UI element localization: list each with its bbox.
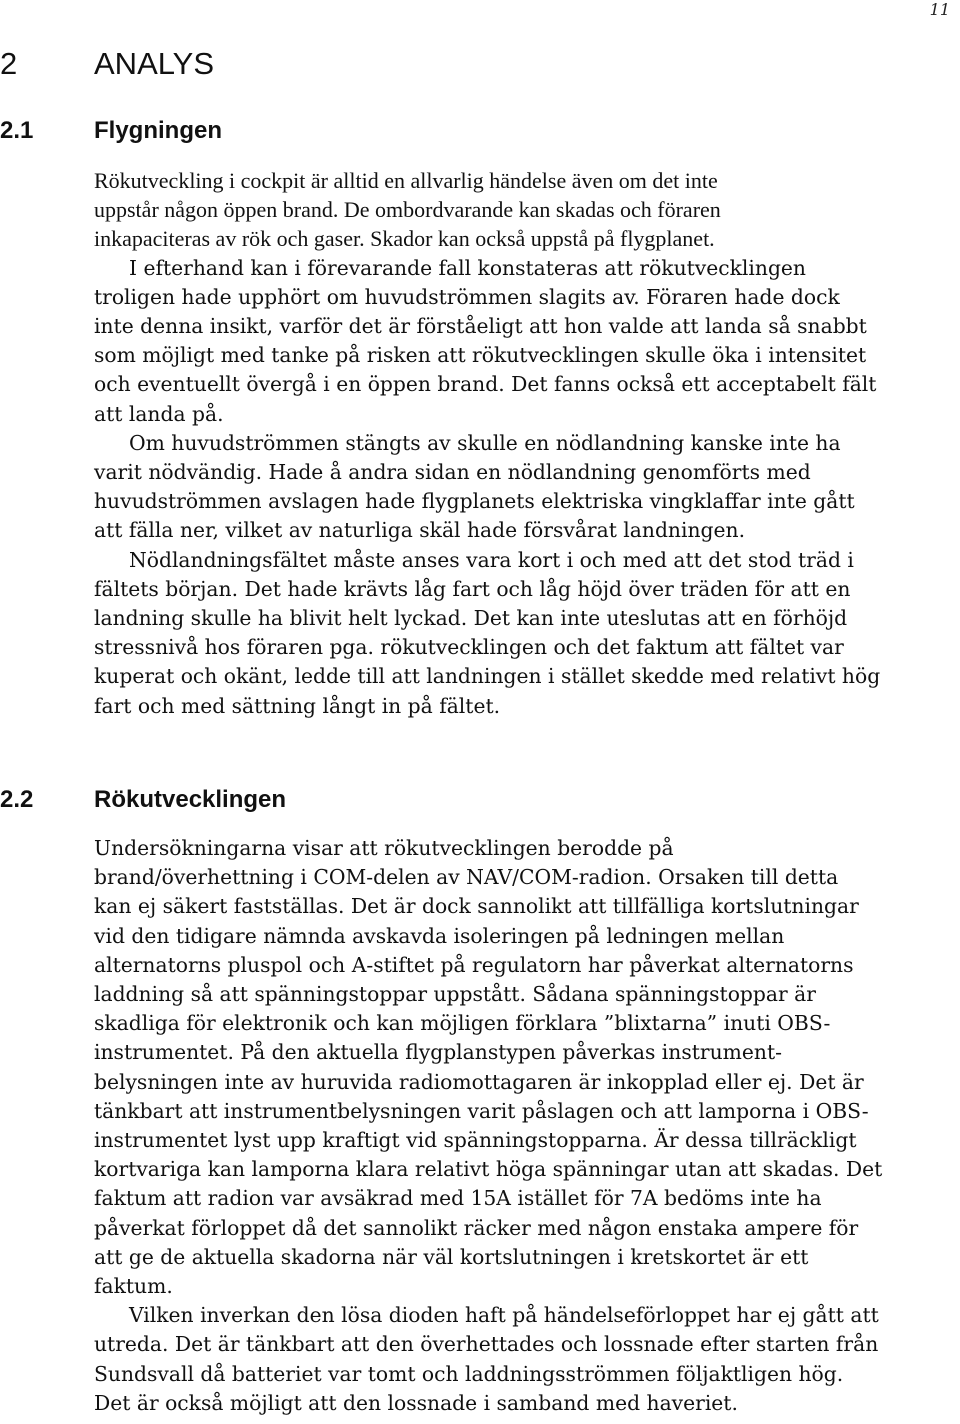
paragraph <box>94 429 958 546</box>
section-body-2-1 <box>94 166 958 721</box>
text-line: inkapaciteras av rök och gaser. Skador kan också uppstå på flygplanet. <box>94 226 715 252</box>
text-line: att landa på. <box>94 401 224 426</box>
text-line: utreda. Det är tänkbart att den överhettades och lossnade efter starten från <box>94 1332 879 1357</box>
section-number: 2.2 <box>0 786 34 813</box>
section-body-2-2 <box>94 834 958 1418</box>
text-line: alternatorns pluspol och A-stiftet på regulatorn har påverkat alternatorns <box>94 952 854 977</box>
section-heading-2-1 <box>0 116 222 146</box>
text-line: inte denna insikt, varför det är förståeligt att hon valde att landa så snabbt <box>94 314 867 339</box>
text-line: faktum att radion var avsäkrad med 15A istället för 7A bedöms inte ha <box>94 1186 822 1211</box>
text-line: kan ej säkert fastställas. Det är dock sannolikt att tillfälliga kortslutningar <box>94 894 859 919</box>
text-line: Om huvudströmmen stängts av skulle en nödlandning kanske inte ha <box>129 430 841 455</box>
text-line: belysningen inte av huruvida radiomottagaren är inkopplad eller ej. Det är <box>94 1069 864 1094</box>
text-line: som möjligt med tanke på risken att rökutvecklingen skulle öka i intensitet <box>94 343 867 368</box>
text-line: laddning så att spänningstoppar uppstått. Sådana spänningstoppar är <box>94 982 816 1007</box>
paragraph <box>94 166 958 254</box>
text-line: Undersökningarna visar att rökutvecklingen berodde på <box>94 836 674 860</box>
text-line: huvudströmmen avslagen hade flygplanets elektriska vingklaffar inte gått <box>94 489 855 514</box>
text-line: Nödlandningsfältet måste anses vara kort i och med att det stod träd i <box>129 547 854 572</box>
chapter-heading <box>0 42 214 86</box>
text-line: troligen hade upphört om huvudströmmen slagits av. Föraren hade dock <box>94 284 840 309</box>
section-title: Flygningen <box>94 117 222 144</box>
text-line: brand/överhettning i COM-delen av NAV/COM-radion. Orsaken till detta <box>94 865 839 890</box>
text-line: att fälla ner, vilket av naturliga skäl hade försvårat landningen. <box>94 518 746 543</box>
text-line: vid den tidigare nämnda avskavda isoleringen på ledningen mellan <box>94 923 785 948</box>
text-line: I efterhand kan i förevarande fall konstateras att rökutvecklingen <box>129 255 806 280</box>
chapter-number: 2 <box>0 46 18 81</box>
text-line: kortvariga kan lamporna klara relativt höga spänningar utan att skadas. Det <box>94 1157 883 1182</box>
text-line: Sundsvall då batteriet var tomt och laddningsströmmen följaktligen hög. <box>94 1361 844 1386</box>
text-line: instrumentet lyst upp kraftigt vid spänningstopparna. Är dessa tillräckligt <box>94 1128 857 1153</box>
text-line: stressnivå hos föraren pga. rökutvecklingen och det faktum att fältet var <box>94 635 844 660</box>
text-line: kuperat och okänt, ledde till att landningen i stället skedde med relativt hög <box>94 664 881 689</box>
page-number: 11 <box>929 0 950 19</box>
paragraph <box>94 834 958 1301</box>
text-line: landning skulle ha blivit helt lyckad. Det kan inte uteslutas att en förhöjd <box>94 606 848 631</box>
text-line: att ge de aktuella skadorna när väl kortslutningen i kretskortet är ett <box>94 1244 809 1269</box>
chapter-title: ANALYS <box>94 46 215 81</box>
text-line: Det är också möjligt att den lossnade i samband med haveriet. <box>94 1390 738 1415</box>
text-line: varit nödvändig. Hade å andra sidan en nödlandning genomförts med <box>94 460 811 485</box>
paragraph <box>94 254 958 429</box>
text-line: påverkat förloppet då det sannolikt räcker med någon enstaka ampere för <box>94 1215 859 1240</box>
text-line: skadliga för elektronik och kan möjligen förklara ”blixtarna” inuti OBS- <box>94 1011 831 1036</box>
text-line: uppstår någon öppen brand. De ombordvarande kan skadas och föraren <box>94 197 721 223</box>
text-line: Rökutveckling i cockpit är alltid en allvarlig händelse även om det inte <box>94 168 718 193</box>
section-title: Rökutvecklingen <box>94 786 287 813</box>
paragraph <box>94 546 958 721</box>
text-line: och eventuellt övergå i en öppen brand. Det fanns också ett acceptabelt fält <box>94 372 877 397</box>
text-line: fältets början. Det hade krävts låg fart och låg höjd över träden för att en <box>94 576 851 601</box>
paragraph <box>94 1301 958 1418</box>
text-line: fart och med sättning långt in på fältet. <box>94 693 501 718</box>
text-line: Vilken inverkan den lösa dioden haft på händelseförloppet har ej gått att <box>129 1303 879 1328</box>
section-number: 2.1 <box>0 117 34 144</box>
text-line: faktum. <box>94 1274 173 1299</box>
section-heading-2-2 <box>0 785 286 815</box>
text-line: instrumentet. På den aktuella flygplanstypen påverkas instrument- <box>94 1040 782 1065</box>
text-line: tänkbart att instrumentbelysningen varit påslagen och att lamporna i OBS- <box>94 1098 869 1123</box>
